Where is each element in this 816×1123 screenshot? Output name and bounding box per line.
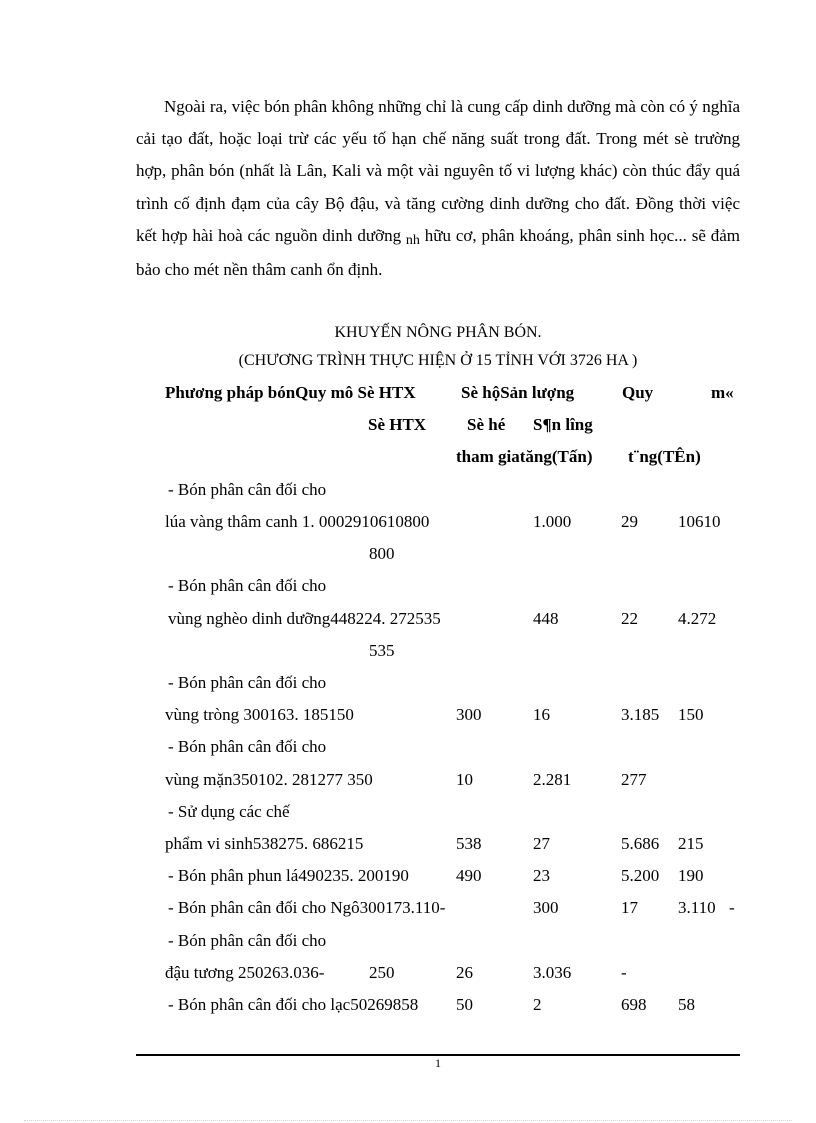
table-cell: 5.200 [621,866,660,885]
table-cell: 3.036 [533,963,572,982]
table-cell: 27 [533,834,550,853]
table-cell: 4.272 [678,609,717,628]
table-cell: - [621,963,627,982]
table-cell: vùng nghèo dinh dưỡng448224. 272535 [168,609,441,628]
table-cell: 50 [456,995,473,1014]
table-cell: 1.000 [533,512,572,531]
table-cell: - [729,898,735,917]
table-row-label: - Bón phân cân đối cho [168,931,327,950]
table-cell: 698 [621,995,647,1014]
table-cell: vùng mặn350102. 281277 350 [165,770,373,789]
header-cell: Phương pháp bónQuy mô Sè HTX [165,383,416,402]
header-cell: Sè hộSản lượng [461,383,575,402]
table-cell: 10610 [678,512,721,531]
table-cell: 250 [369,963,395,982]
header-cell: Sè HTX [368,415,427,434]
table-cell: 277 [621,770,647,789]
table-cell: 5.686 [621,834,660,853]
table-cell: 2 [533,995,542,1014]
table-cell: vùng tròng 300163. 185150 [165,705,354,724]
section-title: KHUYẾN NÔNG PHÂN BÓN. [334,324,542,341]
table-cell: 190 [678,866,704,885]
table-cell: 2.281 [533,770,572,789]
page-edge-dotted-line [24,1120,792,1121]
table-cell: 300 [456,705,482,724]
table-cell: đậu tương 250263.036- [165,963,325,982]
table-cell: - Bón phân cân đối cho lạc50269858 [168,995,419,1014]
header-cell: t¨ng(TÊn) [628,447,701,466]
header-cell: m« [711,383,734,402]
table-cell: - Bón phân phun lá490235. 200190 [168,866,409,885]
header-cell: Quy [622,383,654,402]
table-cell: 58 [678,995,695,1014]
table-row-label: - Bón phân cân đối cho [168,673,327,692]
table-cell: 448 [533,609,559,628]
table-cell: - Bón phân cân đối cho Ngô300173.110- [168,898,446,917]
table-row-label: - Bón phân cân đối cho [168,480,327,499]
table-cell: 3.110 [678,898,716,917]
table-cell: 10 [456,770,473,789]
intro-text-b: hữu cơ, phân khoáng, phân sinh học... sẽ đảm bảo cho mét nền thâm canh ổn định. [136,225,740,280]
table-cell: 300 [533,898,559,917]
table-cell: 26 [456,963,473,982]
table-cell: 535 [369,641,395,660]
table-cell: 17 [621,898,638,917]
intro-paragraph [136,91,740,286]
header-cell: tham giatăng(Tấn) [456,447,593,466]
table-cell: 150 [678,705,704,724]
section-subtitle: (CHƯƠNG TRÌNH THỰC HIỆN Ở 15 TỈNH VỚI 3726 HA ) [238,352,638,369]
header-cell: S¶n lîng [533,415,593,434]
header-cell: Sè hé [467,415,506,434]
table-row-label: - Bón phân cân đối cho [168,576,327,595]
intro-subscript: nh [405,232,420,248]
table-cell: phẩm vi sinh538275. 686215 [165,834,364,853]
table-cell: 800 [369,544,395,563]
table-cell: lúa vàng thâm canh 1. 0002910610800 [165,512,430,531]
table-cell: 16 [533,705,550,724]
table-cell: 3.185 [621,705,660,724]
table-cell: 490 [456,866,482,885]
intro-text-a: Ngoài ra, việc bón phân không những chỉ là cung cấp dinh dưỡng mà còn có ý nghĩa cải tạo đất, hoặc loại trừ các yếu tố hạn chế năng suất trong đất. Trong mét sè trường hợp, phân bón (nhất là Lân, Kali và một vài nguyên tố vi lượng khác) còn thúc đẩy quá trình cố định đạm của cây Bộ đậu, và tăng cường dinh dưỡng cho đất. Đồng thời việc kết hợp hài hoà các nguồn dinh dưỡng [136,97,740,245]
table-cell: 215 [678,834,704,853]
table-cell: 22 [621,609,638,628]
table-cell: 538 [456,834,482,853]
table-cell: 29 [621,512,638,531]
page-number: 1 [435,1056,441,1070]
table-row-label: - Sử dụng các chế [168,802,290,821]
table-row-label: - Bón phân cân đối cho [168,737,327,756]
table-cell: 23 [533,866,550,885]
